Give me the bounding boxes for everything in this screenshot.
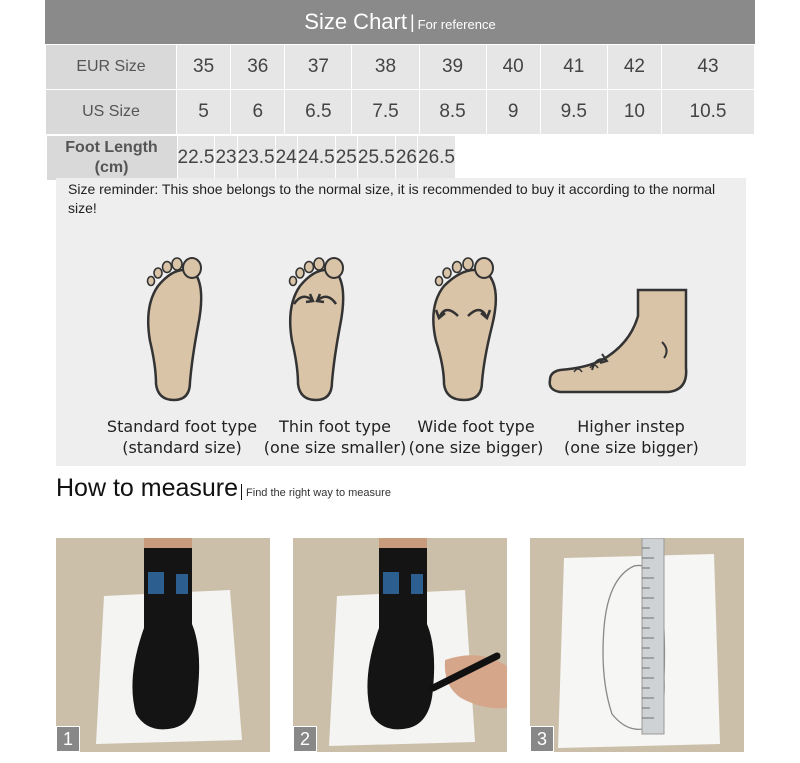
foot-type-note: (one size bigger) <box>408 438 544 457</box>
how-to-separator <box>241 484 242 500</box>
table-cell: 24.5 <box>297 136 335 181</box>
table-cell: 26 <box>395 136 417 181</box>
how-to-measure-title: How to measure <box>56 474 239 502</box>
size-chart-title-bar <box>45 0 755 44</box>
table-cell: 43 <box>662 45 755 90</box>
table-cell: 5 <box>177 90 231 135</box>
standard-foot-icon <box>136 246 212 404</box>
step-number: 3 <box>530 726 554 752</box>
table-cell: 36 <box>231 45 285 90</box>
foot-type-thin <box>261 416 409 458</box>
table-cell: 38 <box>352 45 419 90</box>
table-cell: 26.5 <box>418 136 456 181</box>
foot-type-note: (standard size) <box>122 438 242 457</box>
table-cell: 7.5 <box>352 90 419 135</box>
foot-type-standard <box>106 416 258 458</box>
title-separator: | <box>409 11 415 32</box>
how-to-measure-heading <box>56 474 391 503</box>
foot-type-high-instep <box>564 416 698 458</box>
foot-type-label: Standard foot type <box>106 417 258 436</box>
table-cell: 35 <box>177 45 231 90</box>
table-row-foot-length <box>46 135 456 181</box>
size-table <box>45 44 755 176</box>
how-to-measure-subtitle: Find the right way to measure <box>246 487 391 499</box>
table-cell: 41 <box>540 45 607 90</box>
measuring-outline-illustration <box>530 538 744 752</box>
foot-on-paper-illustration <box>56 538 270 752</box>
row-label-eur: EUR Size <box>46 45 177 90</box>
foot-type-label: Thin foot type <box>279 417 391 436</box>
foot-types-panel <box>56 218 746 466</box>
table-cell: 23.5 <box>237 136 275 181</box>
table-cell: 10 <box>607 90 661 135</box>
row-label-foot-length: Foot Length (cm) <box>46 136 177 181</box>
size-chart-subtitle: For reference <box>417 16 496 32</box>
wide-foot-icon <box>424 246 506 404</box>
foot-type-note: (one size smaller) <box>263 438 407 457</box>
table-cell: 6 <box>231 90 285 135</box>
size-chart-title: Size Chart <box>304 9 407 34</box>
table-cell: 23 <box>215 136 237 181</box>
high-instep-foot-icon <box>546 286 692 396</box>
foot-type-label: Wide foot type <box>417 417 535 436</box>
table-cell: 10.5 <box>662 90 755 135</box>
table-cell: 37 <box>285 45 352 90</box>
foot-type-wide <box>406 416 546 458</box>
table-cell: 9 <box>486 90 540 135</box>
step-number: 2 <box>293 726 317 752</box>
table-cell: 40 <box>486 45 540 90</box>
step-1-photo <box>56 538 270 752</box>
table-row-us <box>46 90 755 135</box>
step-2-photo <box>293 538 507 752</box>
tracing-foot-illustration <box>293 538 507 752</box>
table-cell: 24 <box>275 136 297 181</box>
thin-foot-icon <box>278 246 354 404</box>
table-row-eur <box>46 45 755 90</box>
table-cell: 8.5 <box>419 90 486 135</box>
step-number: 1 <box>56 726 80 752</box>
table-cell: 42 <box>607 45 661 90</box>
table-cell: 25 <box>335 136 357 181</box>
table-cell: 25.5 <box>357 136 395 181</box>
table-cell: 9.5 <box>540 90 607 135</box>
table-cell: 39 <box>419 45 486 90</box>
row-label-us: US Size <box>46 90 177 135</box>
step-3-photo <box>530 538 744 752</box>
table-cell: 22.5 <box>177 136 215 181</box>
foot-type-note: (one size bigger) <box>564 438 699 457</box>
size-reminder: Size reminder: This shoe belongs to the normal size, it is recommended to buy it according to the normal size! <box>56 178 746 218</box>
table-cell: 6.5 <box>285 90 352 135</box>
foot-type-label: Higher instep <box>577 417 685 436</box>
